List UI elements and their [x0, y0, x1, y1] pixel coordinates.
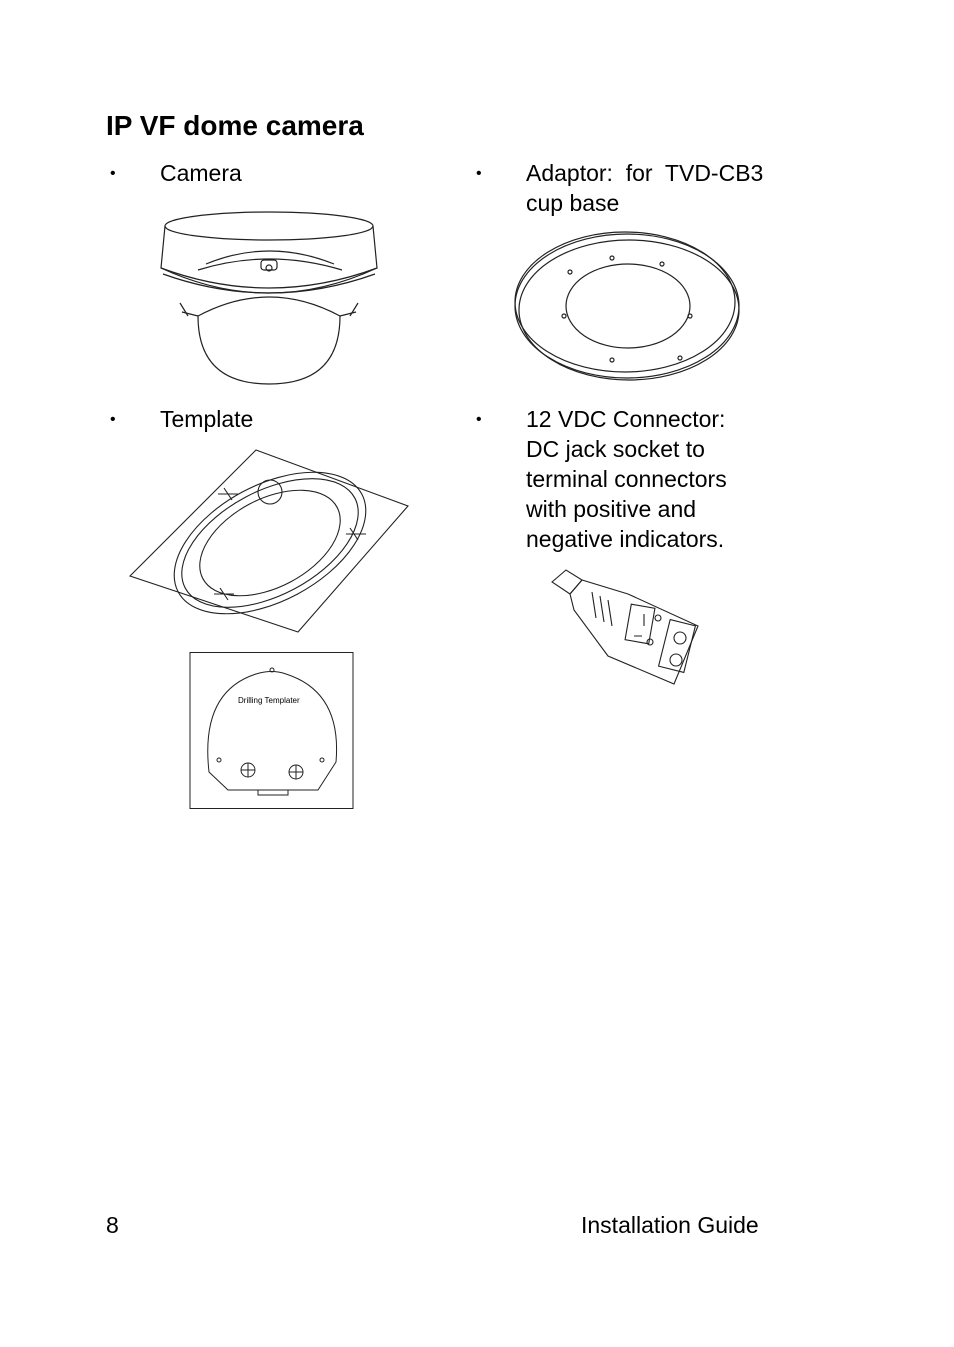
connector-line-1: 12 VDC Connector: [526, 406, 726, 432]
page-number: 8 [106, 1212, 119, 1238]
footer-label: Installation Guide [581, 1212, 759, 1238]
connector-line-4: with positive and [526, 496, 697, 522]
bullet-template: • [110, 411, 116, 428]
template-illustration [128, 448, 410, 634]
item-adaptor-line1: Adaptor: for TVD-CB3 [526, 160, 764, 186]
adaptor-plate-illustration [508, 230, 746, 390]
drilling-template-label: Drilling Templater [238, 696, 300, 705]
item-adaptor-line2: cup base [526, 190, 620, 216]
dc-connector-illustration [548, 566, 704, 688]
bullet-camera: • [110, 165, 116, 182]
item-template-label: Template [160, 406, 254, 432]
connector-line-3: terminal connectors [526, 466, 727, 492]
item-camera-label: Camera [160, 160, 242, 186]
connector-line-5: negative indicators. [526, 526, 725, 552]
item-connector-text [526, 404, 727, 554]
bullet-adaptor: • [476, 165, 482, 182]
bullet-connector: • [476, 411, 482, 428]
connector-line-2: DC jack socket to [526, 436, 705, 462]
dome-camera-illustration [158, 208, 380, 388]
page-title: IP VF dome camera [106, 110, 364, 141]
drilling-template-illustration [186, 652, 354, 810]
